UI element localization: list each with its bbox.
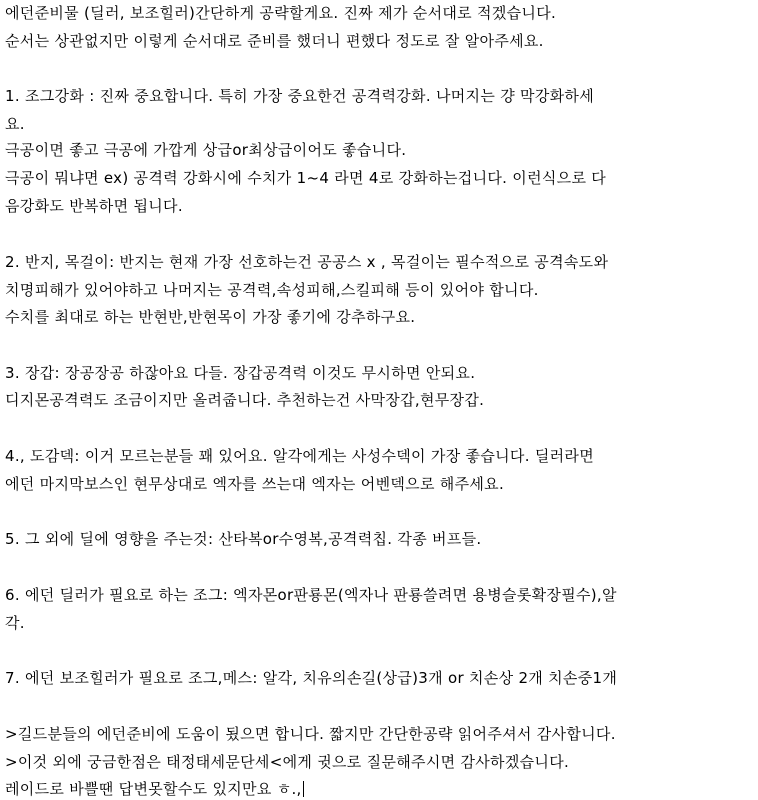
- text-line-23: 각.: [5, 614, 25, 632]
- section-7-heading: 7. 에던 보조힐러가 필요로 조그,메스: 알각, 치유의손길(상급)3개 or 치손상 2개 치손중1개: [5, 669, 618, 687]
- text-line-15: 디지몬공격력도 조금이지만 올려줍니다. 추천하는건 사막장갑,현무장갑.: [5, 391, 485, 409]
- text-line-8: 음강화도 반복하면 됩니다.: [5, 197, 183, 215]
- section-4-heading: 4., 도감덱: 이거 모르는분들 꽤 있어요. 알각에게는 사성수덱이 가장 좋습니다. 딜러라면: [5, 447, 595, 465]
- closing-line-3-text: 레이드로 바쁠땐 답변못할수도 있지만요 ㅎ.,: [5, 780, 302, 798]
- closing-line-1: >길드분들의 에던준비에 도움이 됬으면 합니다. 짧지만 간단한공략 읽어주셔서 감사합니다.: [5, 725, 616, 743]
- text-line-12: 수치를 최대로 하는 반현반,반현목이 가장 좋기에 강추하구요.: [5, 308, 416, 326]
- text-line-1: 에던준비물 (딜러, 보조힐러)간단하게 공략할게요. 진짜 제가 순서대로 적겠습니다.: [5, 4, 557, 22]
- closing-line-2: >이것 외에 궁금한점은 태정태세문단세<에게 귓으로 질문해주시면 감사하겠습니다.: [5, 753, 570, 771]
- text-line-6: 극공이면 좋고 극공에 가깝게 상급or최상급이어도 좋습니다.: [5, 141, 407, 159]
- text-line-18: 에던 마지막보스인 현무상대로 엑자를 쓰는대 엑자는 어벤덱으로 해주세요.: [5, 475, 505, 493]
- section-2-heading: 2. 반지, 목걸이: 반지는 현재 가장 선호하는건 공공스 x , 목걸이는 필수적으로 공격속도와: [5, 253, 609, 271]
- section-6-heading: 6. 에던 딜러가 필요로 하는 조그: 엑자몬or판룡몬(엑자나 판룡쓸려면 용병슬롯확장필수),알: [5, 586, 617, 604]
- text-line-5: 요.: [5, 115, 25, 133]
- text-line-2: 순서는 상관없지만 이렇게 순서대로 준비를 했더니 편했다 정도로 잘 알아주세요.: [5, 32, 544, 50]
- section-3-heading: 3. 장갑: 장공장공 하잖아요 다들. 장갑공격력 이것도 무시하면 안되요.: [5, 364, 476, 382]
- section-5-heading: 5. 그 외에 딜에 영향을 주는것: 산타복or수영복,공격력칩. 각종 버프들.: [5, 530, 482, 548]
- text-cursor: [303, 781, 304, 797]
- text-line-7: 극공이 뭐냐면 ex) 공격력 강화시에 수치가 1~4 라면 4로 강화하는겁니다. 이런식으로 다: [5, 169, 607, 187]
- closing-line-3: [5, 779, 304, 799]
- text-line-11: 치명피해가 있어야하고 나머지는 공격력,속성피해,스킬피해 등이 있어야 합니다.: [5, 281, 539, 299]
- section-1-heading: 1. 조그강화 : 진짜 중요합니다. 특히 가장 중요한건 공격력강화. 나머지는 걍 막강화하세: [5, 87, 595, 105]
